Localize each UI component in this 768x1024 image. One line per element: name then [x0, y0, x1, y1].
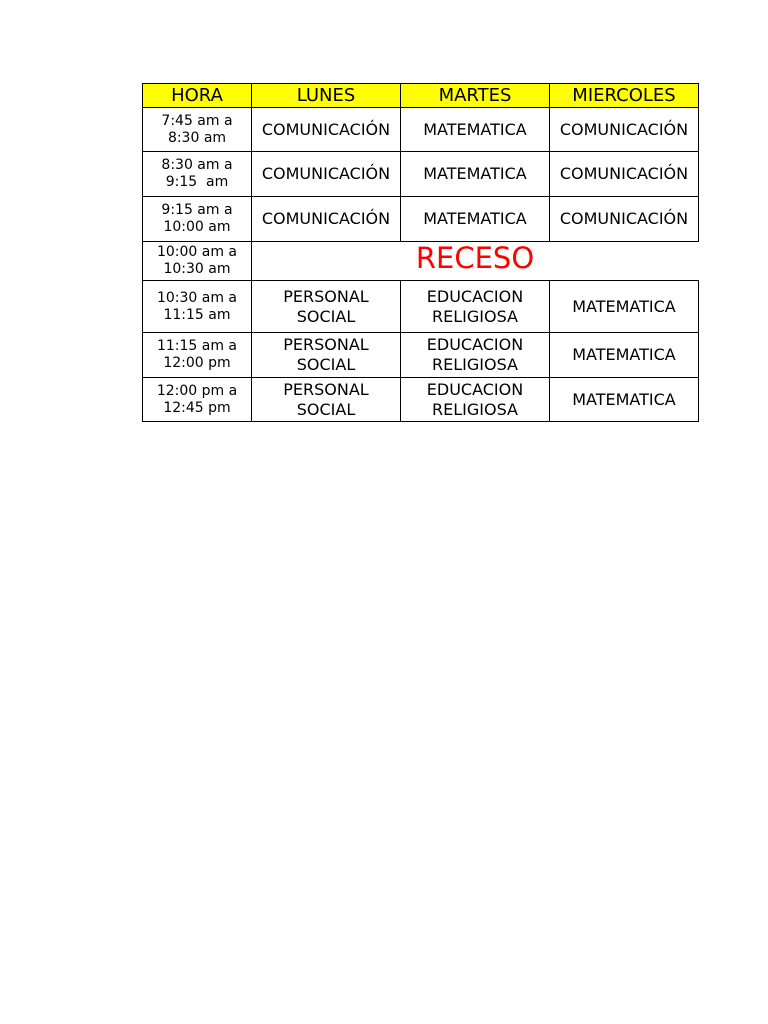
time-end: 10:30 am: [163, 261, 231, 277]
header-miercoles: MIERCOLES: [550, 84, 699, 108]
subject-cell-martes: MATEMATICA: [401, 108, 550, 152]
recess-label: RECESO: [415, 241, 535, 275]
time-start: 11:15 am a: [156, 338, 238, 354]
schedule-table: [142, 83, 699, 422]
subject-cell-miercoles: COMUNICACIÓN: [550, 152, 699, 197]
recess-row: [143, 242, 699, 281]
time-start: 10:30 am a: [156, 289, 238, 306]
subject-cell-martes: MATEMATICA: [401, 152, 550, 197]
time-cell: [143, 242, 252, 281]
time-cell: [143, 152, 252, 197]
time-cell: [143, 108, 252, 152]
table-row: [143, 197, 699, 242]
time-end: 12:00 pm: [163, 355, 231, 371]
subject-cell-lunes: PERSONAL SOCIAL: [252, 333, 401, 378]
table-row: [143, 281, 699, 333]
time-cell: [143, 197, 252, 242]
time-start: 12:00 pm a: [156, 382, 238, 399]
subject-cell-miercoles: COMUNICACIÓN: [550, 197, 699, 242]
time-end: 8:30 am: [167, 129, 227, 146]
time-cell: [143, 281, 252, 333]
header-martes: MARTES: [401, 84, 550, 108]
time-cell: [143, 378, 252, 422]
time-start: 8:30 am a: [161, 157, 233, 173]
time-end: 12:45 pm: [163, 399, 231, 416]
subject-cell-lunes: PERSONAL SOCIAL: [252, 378, 401, 422]
table-row: [143, 152, 699, 197]
time-end: 11:15 am: [163, 306, 231, 323]
recess-cell: [252, 242, 699, 281]
subject-cell-miercoles: MATEMATICA: [550, 333, 699, 378]
subject-cell-lunes: COMUNICACIÓN: [252, 197, 401, 242]
time-start: 10:00 am a: [156, 244, 238, 260]
time-end: 9:15 am: [165, 174, 229, 190]
subject-cell-lunes: COMUNICACIÓN: [252, 108, 401, 152]
time-start: 9:15 am a: [161, 202, 233, 218]
time-cell: [143, 333, 252, 378]
time-end: 10:00 am: [163, 219, 231, 235]
subject-cell-martes: EDUCACION RELIGIOSA: [401, 378, 550, 422]
table-row: [143, 378, 699, 422]
table-row: [143, 333, 699, 378]
header-lunes: LUNES: [252, 84, 401, 108]
subject-cell-miercoles: MATEMATICA: [550, 281, 699, 333]
subject-cell-martes: EDUCACION RELIGIOSA: [401, 333, 550, 378]
subject-cell-martes: MATEMATICA: [401, 197, 550, 242]
subject-cell-miercoles: COMUNICACIÓN: [550, 108, 699, 152]
subject-cell-miercoles: MATEMATICA: [550, 378, 699, 422]
subject-cell-martes: EDUCACION RELIGIOSA: [401, 281, 550, 333]
subject-cell-lunes: COMUNICACIÓN: [252, 152, 401, 197]
header-hora: HORA: [143, 84, 252, 108]
header-row: [143, 84, 699, 108]
table-row: [143, 108, 699, 152]
subject-cell-lunes: PERSONAL SOCIAL: [252, 281, 401, 333]
time-start: 7:45 am a: [161, 112, 233, 129]
